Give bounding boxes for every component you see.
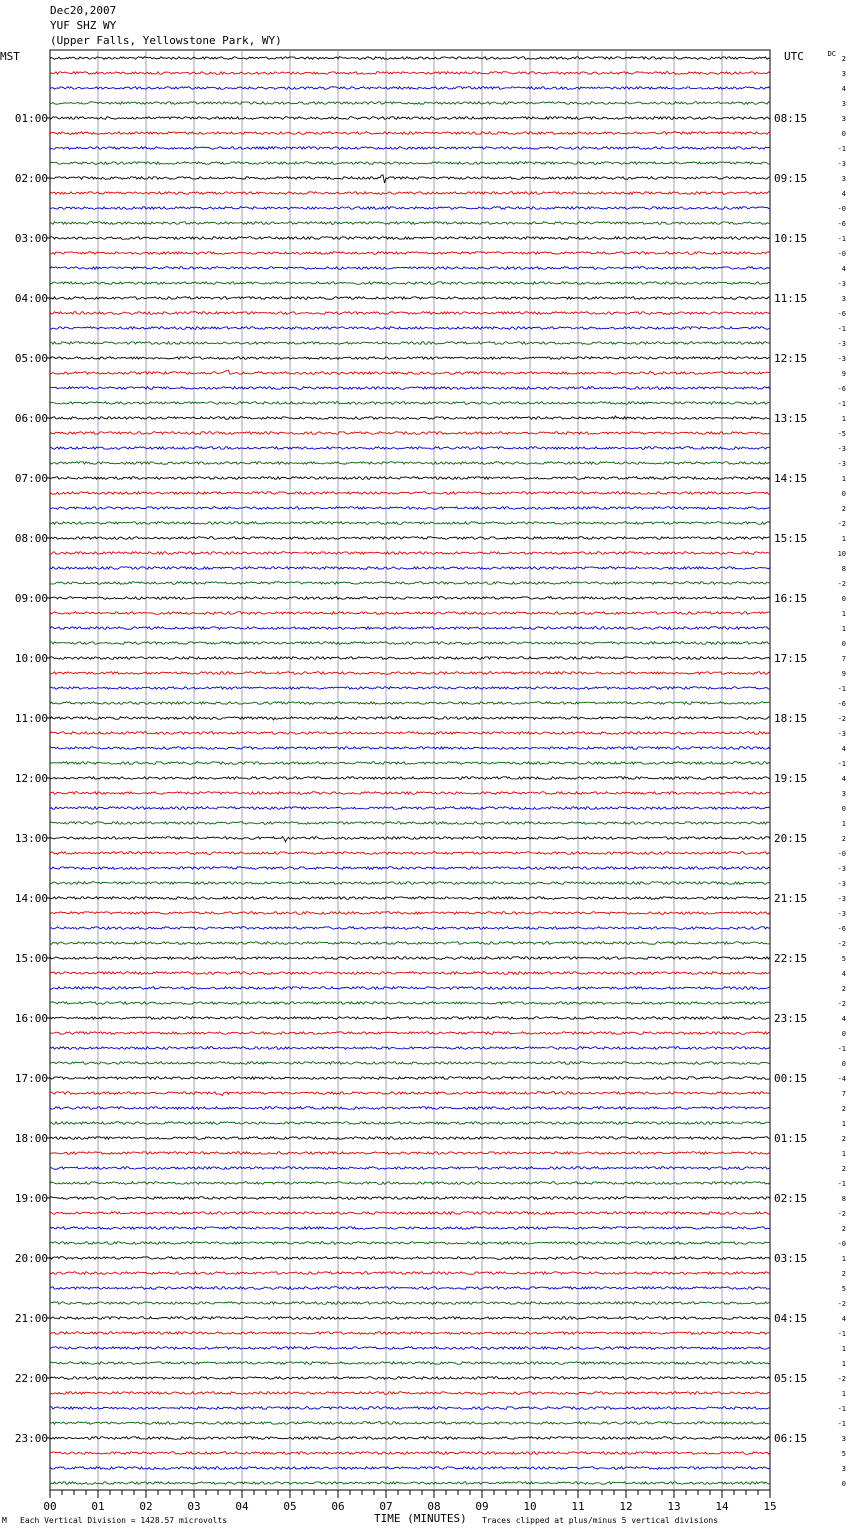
hour-label-left: 19:00: [14, 1192, 48, 1205]
hour-label-left: 09:00: [14, 592, 48, 605]
dc-offset-label: -2: [837, 1210, 846, 1218]
x-tick-label: 11: [571, 1500, 585, 1513]
hour-label-right: 03:15: [774, 1252, 808, 1265]
hour-label-right: 04:15: [774, 1312, 808, 1325]
trace-line: [50, 432, 770, 435]
dc-offset-label: 3: [841, 175, 846, 183]
dc-offset-label: -3: [837, 355, 846, 363]
dc-offset-label: -3: [837, 460, 846, 468]
trace-line: [50, 807, 770, 810]
dc-offset-label: 4: [841, 1315, 846, 1323]
dc-offset-label: -6: [837, 925, 846, 933]
hour-label-left: 21:00: [14, 1312, 48, 1325]
corner-mark: M: [2, 1516, 7, 1525]
x-tick-label: 09: [475, 1500, 489, 1513]
trace-line: [50, 87, 770, 90]
hour-label-left: 02:00: [14, 172, 48, 185]
dc-offset-label: 4: [841, 1015, 846, 1023]
trace-line: [50, 1227, 770, 1230]
trace-line: [50, 117, 770, 120]
hour-label-left: 06:00: [14, 412, 48, 425]
x-tick-label: 04: [235, 1500, 249, 1513]
dc-offset-label: -0: [837, 1240, 846, 1248]
dc-offset-label: 4: [841, 85, 846, 93]
record-date: Dec20,2007: [50, 4, 117, 17]
x-tick-label: 02: [139, 1500, 153, 1513]
vertical-scale-note: Each Vertical Division = 1428.57 microvolts: [20, 1516, 228, 1525]
trace-line: [50, 327, 770, 330]
dc-offset-label: 9: [841, 670, 846, 678]
trace-line: [50, 147, 770, 150]
dc-offset-label: -3: [837, 880, 846, 888]
trace-line: [50, 1272, 770, 1275]
dc-offset-label: 1: [841, 1120, 846, 1128]
trace-line: [50, 57, 770, 60]
dc-offset-label: 5: [841, 1285, 846, 1293]
trace-line: [50, 387, 770, 390]
trace-line: [50, 672, 770, 675]
dc-offset-label: 2: [841, 1165, 846, 1173]
trace-line: [50, 1467, 770, 1470]
dc-offset-label: 4: [841, 970, 846, 978]
hour-label-left: 12:00: [14, 772, 48, 785]
dc-offset-label: 0: [841, 805, 846, 813]
hour-label-right: 09:15: [774, 172, 808, 185]
dc-offset-label: -0: [837, 205, 846, 213]
trace-line: [50, 267, 770, 270]
x-tick-label: 13: [667, 1500, 681, 1513]
dc-offset-label: 1: [841, 625, 846, 633]
trace-line: [50, 867, 770, 870]
dc-column-label: DC: [827, 50, 836, 58]
dc-offset-label: 3: [841, 790, 846, 798]
trace-line: [50, 1017, 770, 1020]
trace-line: [50, 987, 770, 990]
trace-line: [50, 162, 770, 165]
dc-offset-label: 3: [841, 70, 846, 78]
x-tick-label: 05: [283, 1500, 297, 1513]
dc-offset-label: 1: [841, 475, 846, 483]
dc-offset-label: -1: [837, 1420, 846, 1428]
hour-label-left: 20:00: [14, 1252, 48, 1265]
dc-offset-label: 10: [837, 550, 846, 558]
dc-offset-label: -1: [837, 1330, 846, 1338]
hour-label-left: 08:00: [14, 532, 48, 545]
trace-line: [50, 1212, 770, 1215]
hour-label-left: 05:00: [14, 352, 48, 365]
dc-offset-label: -2: [837, 520, 846, 528]
dc-offset-label: 4: [841, 265, 846, 273]
trace-line: [50, 897, 770, 900]
trace-line: [50, 1122, 770, 1125]
trace-line: [50, 237, 770, 240]
dc-offset-label: -3: [837, 895, 846, 903]
hour-label-right: 12:15: [774, 352, 808, 365]
trace-line: [50, 1002, 770, 1005]
trace-line: [50, 1452, 770, 1455]
trace-line: [50, 175, 770, 183]
trace-line: [50, 972, 770, 975]
dc-offset-label: -2: [837, 940, 846, 948]
hour-label-right: 17:15: [774, 652, 808, 665]
trace-line: [50, 537, 770, 540]
trace-line: [50, 1437, 770, 1440]
hour-label-left: 15:00: [14, 952, 48, 965]
trace-line: [50, 192, 770, 195]
trace-line: [50, 72, 770, 75]
hour-label-left: 03:00: [14, 232, 48, 245]
dc-offset-label: -3: [837, 730, 846, 738]
dc-offset-label: 0: [841, 640, 846, 648]
trace-line: [50, 1137, 770, 1140]
trace-line: [50, 1242, 770, 1245]
hour-label-right: 18:15: [774, 712, 808, 725]
dc-offset-label: -1: [837, 235, 846, 243]
dc-offset-label: -1: [837, 1405, 846, 1413]
trace-line: [50, 1287, 770, 1290]
dc-offset-label: 4: [841, 775, 846, 783]
hour-label-right: 05:15: [774, 1372, 808, 1385]
dc-offset-label: 1: [841, 1255, 846, 1263]
trace-line: [50, 1152, 770, 1155]
hour-label-right: 21:15: [774, 892, 808, 905]
dc-offset-label: 8: [841, 1195, 846, 1203]
trace-line: [50, 1362, 770, 1365]
dc-offset-label: -2: [837, 715, 846, 723]
trace-line: [50, 657, 770, 660]
trace-line: [50, 912, 770, 915]
hour-label-right: 11:15: [774, 292, 808, 305]
dc-offset-label: 3: [841, 100, 846, 108]
dc-offset-label: -6: [837, 700, 846, 708]
hour-label-left: 04:00: [14, 292, 48, 305]
dc-offset-label: 3: [841, 1465, 846, 1473]
dc-offset-label: 5: [841, 955, 846, 963]
trace-line: [50, 282, 770, 285]
dc-offset-label: 2: [841, 1225, 846, 1233]
hour-label-right: 15:15: [774, 532, 808, 545]
trace-line: [50, 1422, 770, 1425]
trace-line: [50, 297, 770, 300]
trace-line: [50, 822, 770, 825]
trace-line: [50, 1377, 770, 1380]
trace-line: [50, 1197, 770, 1200]
dc-offset-label: 8: [841, 565, 846, 573]
dc-offset-label: -0: [837, 250, 846, 258]
x-tick-label: 15: [763, 1500, 777, 1513]
dc-offset-label: -6: [837, 310, 846, 318]
dc-offset-label: 1: [841, 1360, 846, 1368]
dc-offset-label: 0: [841, 1480, 846, 1488]
trace-line: [50, 222, 770, 225]
trace-line: [50, 1332, 770, 1335]
trace-line: [50, 1062, 770, 1065]
dc-offset-label: 1: [841, 535, 846, 543]
dc-offset-label: -3: [837, 910, 846, 918]
dc-offset-label: 0: [841, 130, 846, 138]
trace-line: [50, 370, 770, 374]
trace-line: [50, 1482, 770, 1485]
dc-offset-label: -1: [837, 1180, 846, 1188]
x-tick-label: 12: [619, 1500, 633, 1513]
x-tick-label: 06: [331, 1500, 345, 1513]
hour-label-left: 16:00: [14, 1012, 48, 1025]
hour-label-left: 11:00: [14, 712, 48, 725]
trace-line: [50, 1092, 770, 1096]
trace-line: [50, 552, 770, 555]
trace-line: [50, 747, 770, 750]
dc-offset-label: 1: [841, 1150, 846, 1158]
dc-offset-label: -3: [837, 865, 846, 873]
trace-line: [50, 1257, 770, 1260]
dc-offset-label: -1: [837, 685, 846, 693]
trace-line: [50, 702, 770, 705]
trace-line: [50, 882, 770, 885]
hour-label-left: 23:00: [14, 1432, 48, 1445]
dc-offset-label: 0: [841, 1030, 846, 1038]
dc-offset-label: 0: [841, 1060, 846, 1068]
trace-line: [50, 1407, 770, 1410]
dc-offset-label: 1: [841, 1390, 846, 1398]
trace-line: [50, 402, 770, 405]
dc-offset-label: 2: [841, 1105, 846, 1113]
dc-offset-label: 1: [841, 1345, 846, 1353]
trace-line: [50, 1392, 770, 1395]
dc-offset-label: 2: [841, 55, 846, 63]
hour-label-left: 18:00: [14, 1132, 48, 1145]
trace-line: [50, 927, 770, 930]
hour-label-right: 06:15: [774, 1432, 808, 1445]
hour-label-right: 14:15: [774, 472, 808, 485]
dc-offset-label: 2: [841, 1270, 846, 1278]
trace-line: [50, 492, 770, 495]
trace-line: [50, 132, 770, 135]
trace-line: [50, 567, 770, 570]
dc-offset-label: -1: [837, 145, 846, 153]
dc-offset-label: -3: [837, 280, 846, 288]
hour-label-left: 22:00: [14, 1372, 48, 1385]
hour-label-left: 17:00: [14, 1072, 48, 1085]
trace-line: [50, 1167, 770, 1170]
trace-line: [50, 837, 770, 842]
x-tick-label: 07: [379, 1500, 393, 1513]
dc-offset-label: -2: [837, 1375, 846, 1383]
trace-line: [50, 597, 770, 600]
trace-line: [50, 357, 770, 360]
trace-line: [50, 1347, 770, 1350]
dc-offset-label: 2: [841, 1135, 846, 1143]
trace-line: [50, 1107, 770, 1110]
hour-label-right: 20:15: [774, 832, 808, 845]
dc-offset-label: 2: [841, 985, 846, 993]
clipping-note: Traces clipped at plus/minus 5 vertical divisions: [482, 1516, 719, 1525]
trace-line: [50, 792, 770, 795]
hour-label-right: 13:15: [774, 412, 808, 425]
hour-label-left: 14:00: [14, 892, 48, 905]
hour-label-left: 07:00: [14, 472, 48, 485]
dc-offset-label: 0: [841, 490, 846, 498]
hour-label-left: 13:00: [14, 832, 48, 845]
trace-line: [50, 582, 770, 585]
hour-label-left: 10:00: [14, 652, 48, 665]
hour-label-right: 01:15: [774, 1132, 808, 1145]
x-tick-label: 10: [523, 1500, 537, 1513]
dc-offset-label: -2: [837, 580, 846, 588]
dc-offset-label: -0: [837, 850, 846, 858]
trace-line: [50, 717, 770, 720]
x-tick-label: 08: [427, 1500, 441, 1513]
dc-offset-label: 3: [841, 1435, 846, 1443]
trace-line: [50, 852, 770, 855]
trace-line: [50, 462, 770, 465]
trace-line: [50, 612, 770, 615]
trace-line: [50, 777, 770, 780]
trace-line: [50, 252, 770, 255]
trace-line: [50, 762, 770, 765]
dc-offset-label: 2: [841, 505, 846, 513]
trace-line: [50, 687, 770, 690]
trace-line: [50, 447, 770, 450]
hour-label-right: 16:15: [774, 592, 808, 605]
dc-offset-label: -1: [837, 760, 846, 768]
trace-line: [50, 1077, 770, 1080]
dc-offset-label: -2: [837, 1300, 846, 1308]
dc-offset-label: 1: [841, 820, 846, 828]
trace-line: [50, 1032, 770, 1035]
x-axis-title: TIME (MINUTES): [374, 1512, 467, 1525]
trace-line: [50, 312, 770, 315]
trace-line: [50, 942, 770, 945]
hour-label-right: 23:15: [774, 1012, 808, 1025]
trace-line: [50, 477, 770, 480]
dc-offset-label: 2: [841, 835, 846, 843]
dc-offset-label: -5: [837, 430, 846, 438]
hour-label-right: 19:15: [774, 772, 808, 785]
dc-offset-label: -1: [837, 325, 846, 333]
trace-line: [50, 207, 770, 210]
trace-line: [50, 1047, 770, 1050]
hour-label-right: 10:15: [774, 232, 808, 245]
dc-offset-label: -2: [837, 1000, 846, 1008]
trace-line: [50, 732, 770, 735]
station-location: (Upper Falls, Yellowstone Park, WY): [50, 34, 282, 47]
trace-line: [50, 1182, 770, 1185]
hour-label-right: 02:15: [774, 1192, 808, 1205]
dc-offset-label: 4: [841, 745, 846, 753]
x-tick-label: 01: [91, 1500, 105, 1513]
trace-line: [50, 627, 770, 630]
dc-offset-label: 3: [841, 295, 846, 303]
dc-offset-label: -6: [837, 385, 846, 393]
trace-line: [50, 342, 770, 345]
trace-line: [50, 1317, 770, 1320]
dc-offset-label: 7: [841, 1090, 846, 1098]
dc-offset-label: -3: [837, 340, 846, 348]
dc-offset-label: 3: [841, 115, 846, 123]
trace-line: [50, 102, 770, 105]
x-tick-label: 14: [715, 1500, 729, 1513]
hour-label-right: 00:15: [774, 1072, 808, 1085]
trace-line: [50, 522, 770, 525]
trace-line: [50, 1302, 770, 1305]
dc-offset-label: -1: [837, 400, 846, 408]
dc-offset-label: 1: [841, 610, 846, 618]
dc-offset-label: -6: [837, 220, 846, 228]
trace-line: [50, 957, 770, 960]
right-timezone-label: UTC: [784, 50, 804, 63]
dc-offset-label: 7: [841, 655, 846, 663]
hour-label-right: 22:15: [774, 952, 808, 965]
trace-line: [50, 507, 770, 510]
dc-offset-label: 1: [841, 415, 846, 423]
hour-label-left: 01:00: [14, 112, 48, 125]
station-code: YUF SHZ WY: [50, 19, 117, 32]
trace-line: [50, 416, 770, 419]
dc-offset-label: 0: [841, 595, 846, 603]
x-tick-label: 00: [43, 1500, 57, 1513]
dc-offset-label: -1: [837, 1045, 846, 1053]
dc-offset-label: 5: [841, 1450, 846, 1458]
dc-offset-label: 9: [841, 370, 846, 378]
dc-offset-label: -3: [837, 445, 846, 453]
x-tick-label: 03: [187, 1500, 201, 1513]
dc-offset-label: 4: [841, 190, 846, 198]
hour-label-right: 08:15: [774, 112, 808, 125]
left-timezone-label: MST: [0, 50, 20, 63]
dc-offset-label: -3: [837, 160, 846, 168]
trace-line: [50, 642, 770, 645]
dc-offset-label: -4: [837, 1075, 846, 1083]
